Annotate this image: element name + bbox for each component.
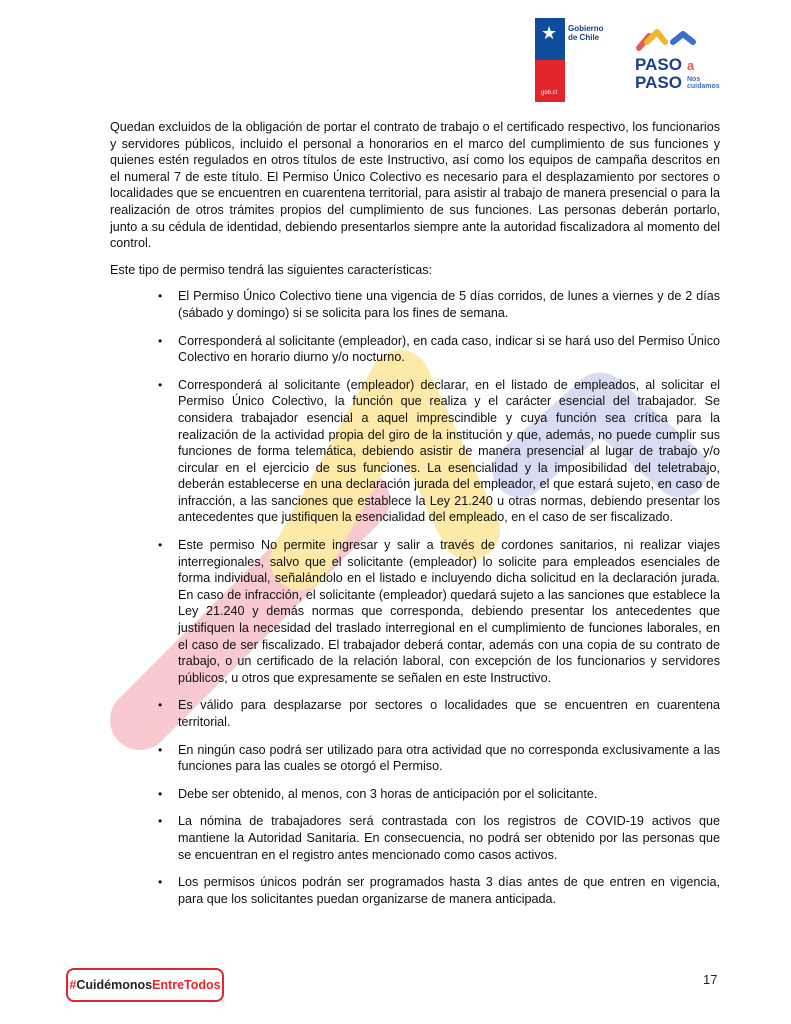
bullet-icon: • [158,814,163,829]
characteristics-list [110,288,720,907]
hashtag-badge: # Cuidémonos EntreTodos [66,968,224,1002]
bullet-icon: • [158,289,163,304]
list-item: • Este permiso No permite ingresar y salir a través de cordones sanitarios, ni realizar viajes interregionales, salvo que el solicitante (empleador) lo solicite para empleados esenciales de forma individual, señalándolo en el listado e incluyendo dicha solicitud en la declaración jurada. En caso de infracción, el solicitante (empleador) quedará sujeto a las sanciones que establece la Ley 21.240 y demás normas que corresponda, debiendo presentar los antecedentes que justifiquen la necesidad del traslado interregional en el cumplimiento de funciones laborales, en el caso de ser fiscalizado. El trabajador deberá contar, además con una copia de su contrato de trabajo, o un certificado de la relación laboral, con excepción de los funcionarios y servidores públicos, u otros que expresamente se señalen en este Instructivo. [158,538,720,685]
page-number: 17 [703,972,718,987]
bullet-icon: • [158,538,163,553]
list-item: • El Permiso Único Colectivo tiene una vigencia de 5 días corridos, de lunes a viernes y de 2 días (sábado y domingo) si se solicita para los fines de semana. [158,289,720,320]
list-item: • Los permisos únicos podrán ser programados hasta 3 días antes de que entren en vigencia, para que los solicitantes puedan organizarse de manera anticipada. [158,875,720,906]
list-item: • En ningún caso podrá ser utilizado para otra actividad que no corresponda exclusivamente a las funciones para las cuales se otorgó el Permiso. [158,742,720,774]
list-item: • La nómina de trabajadores será contrastada con los registros de COVID-19 activos que mantiene la Autoridad Sanitaria. En consecuencia, no podrá ser obtenido por las personas que se encuentran en el registro antes mencionado como casos activos. [158,814,720,862]
star-icon: ★ [541,23,558,43]
list-item: • Corresponderá al solicitante (empleador), en cada caso, indicar si se hará uso del Permiso Único Colectivo en horario diurno y/o nocturno. [158,333,720,365]
list-item: • Debe ser obtenido, al menos, con 3 horas de anticipación por el solicitante. [158,786,598,801]
bullet-icon: • [158,742,163,757]
bullet-icon: • [158,377,163,392]
bullet-icon: • [158,698,163,713]
bullet-icon: • [158,875,163,890]
paragraph-intro: Este tipo de permiso tendrá las siguientes características: [110,262,432,277]
header-logos [535,18,735,102]
gobierno-de-chile-logo: ★ Gobierno de Chile gob.cl [535,18,603,102]
document-body [110,119,720,918]
list-item: • Es válido para desplazarse por sectores o localidades que se encuentren en cuarentena territorial. [158,698,720,729]
bullet-icon: • [158,333,163,348]
paragraph-exclusions: Quedan excluidos de la obligación de portar el contrato de trabajo o el certificado respectivo, los funcionarios y servidores públicos, incluido el personal a honorarios en el marco del cumplimiento de sus funciones y quienes estén regulados en otros títulos de este Instructivo, así como los equipos de campaña descritos en el numeral 7 de este título. El Permiso Único Colectivo es necesario para el desplazamiento por sectores o localidades que se encuentren en cuarentena territorial, para asistir al trabajo de manera presencial o para la realización de otros trámites propios del cumplimiento de sus funciones. Las personas deberán portarlo, junto a su cédula de identidad, debiendo presentarlos siempre ante la autoridad fiscalizadora al momento del control. [110,120,720,251]
bullet-icon: • [158,786,163,801]
paso-a-paso-logo: PASO a PASO Nos cuidamos [623,28,735,98]
list-item: • Corresponderá al solicitante (empleador) declarar, en el listado de empleados, al solicitar el Permiso Único Colectivo, la función que realiza y el carácter esencial del trabajador. Se considera trabajador esencial a aquel imprescindible y cuya función sea crítica para la realización de la actividad propia del giro de la institución y que, además, no puede cumplir sus funciones de forma telemática, debiendo asistir de manera presencial al lugar de trabajo y/o circular en el ejercicio de sus funciones. La esencialidad y la imposibilidad del teletrabajo, deberán establecerse en una declaración jurada del empleador, el que estará sujeto, en caso de infracción, a las sanciones que establece la Ley 21.240 u otras normas, debiendo presentar los antecedentes que justifiquen la esencialidad del empleado, en el caso de ser fiscalizado. [158,377,720,525]
